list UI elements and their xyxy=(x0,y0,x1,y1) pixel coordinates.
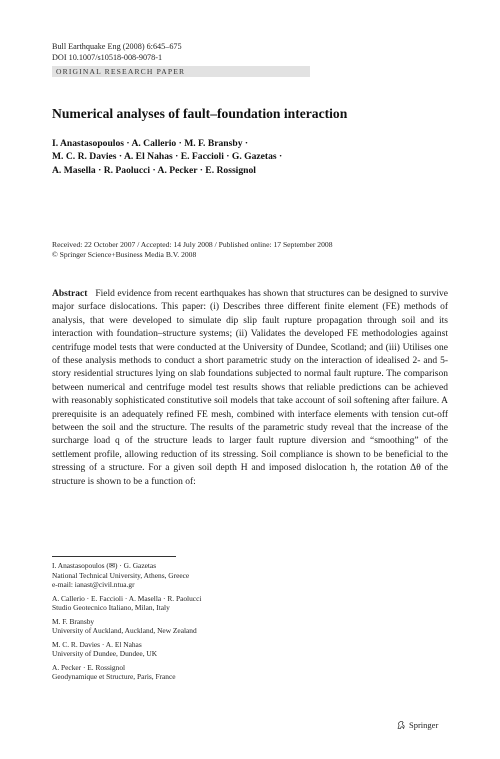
abstract-heading: Abstract xyxy=(52,289,88,299)
affiliation-authors: I. Anastasopoulos (✉) · G. Gazetas xyxy=(52,561,157,570)
doi: DOI 10.1007/s10518-008-9078-1 xyxy=(52,52,163,62)
affiliation-institution: University of Dundee, Dundee, UK xyxy=(52,649,158,659)
affiliation-institution: University of Auckland, Auckland, New Zealand xyxy=(52,626,197,636)
footnote-divider xyxy=(52,556,176,557)
copyright-line: © Springer Science+Business Media B.V. 2008 xyxy=(52,250,197,259)
affiliation-block xyxy=(52,594,201,613)
journal-citation: Bull Earthquake Eng (2008) 6:645–675 xyxy=(52,42,182,51)
affiliation-email[interactable]: e-mail: ianast@civil.ntua.gr xyxy=(52,580,135,590)
article-type-banner: ORIGINAL RESEARCH PAPER xyxy=(52,66,310,77)
abstract xyxy=(52,288,448,489)
abstract-text: Field evidence from recent earthquakes has shown that structures can be designed to survive major surface dislocations. This paper: (i) Describes three different finite element (FE) methods of analysis, that were developed to simulate dip slip fault rupture propagation through soil and its interaction with foundation–structure systems; (ii) Validates the developed FE methodologies against centrifuge model tests that were conducted at the University of Dundee, Scotland; and (iii) Utilises one of these analysis methods to conduct a short parametric study on the interaction of idealised 2- and 5-story residential structures lying on slab foundations subjected to normal fault rupture. The comparison between numerical and centrifuge model test results shows that reliable predictions can be achieved with reasonably sophisticated constitutive soil models that take account of soil softening after failure. A prerequisite is an adequately refined FE mesh, combined with interface elements with tension cut-off between the soil and the structure. The results of the parametric study reveal that the increase of the surcharge load q of the structure leads to larger fault rupture diversion and “smoothing” of the settlement profile, allowing reduction of its stressing. Soil compliance is shown to be beneficial to the stressing of a structure. For a given soil depth H and imposed dislocation h, the rotation Δθ of the structure is shown to be a function of: xyxy=(52,289,448,487)
author-list xyxy=(52,137,452,177)
affiliation-block xyxy=(52,640,201,659)
publisher-mark xyxy=(396,719,438,731)
affiliation-authors: M. C. R. Davies · A. El Nahas xyxy=(52,639,142,649)
affiliation-institution: Geodynamique et Structure, Paris, France xyxy=(52,672,176,682)
author-line: I. Anastasopoulos · A. Callerio · M. F. Bransby · xyxy=(52,138,249,149)
affiliation-authors: M. F. Bransby xyxy=(52,616,95,626)
affiliation-block xyxy=(52,617,201,636)
publisher-name: Springer xyxy=(409,720,439,730)
publication-history xyxy=(52,240,333,260)
affiliation-institution: Studio Geotecnico Italiano, Milan, Italy xyxy=(52,603,170,613)
paper-title: Numerical analyses of fault–foundation interaction xyxy=(52,106,348,121)
affiliations xyxy=(52,561,201,686)
received-dates: Received: 22 October 2007 / Accepted: 14 July 2008 / Published online: 17 September 2008 xyxy=(52,240,333,249)
journal-header xyxy=(52,42,182,63)
affiliation-institution: National Technical University, Athens, Greece xyxy=(52,570,190,580)
affiliation-block xyxy=(52,663,201,682)
affiliation-authors: A. Pecker · E. Rossignol xyxy=(52,662,126,672)
author-line: A. Masella · R. Paolucci · A. Pecker · E. Rossignol xyxy=(52,164,256,176)
affiliation-authors: A. Callerio · E. Faccioli · A. Masella · R. Paolucci xyxy=(52,593,202,603)
springer-horse-icon xyxy=(396,720,406,730)
author-line: M. C. R. Davies · A. El Nahas · E. Faccioli · G. Gazetas · xyxy=(52,151,283,163)
affiliation-block xyxy=(52,561,201,590)
